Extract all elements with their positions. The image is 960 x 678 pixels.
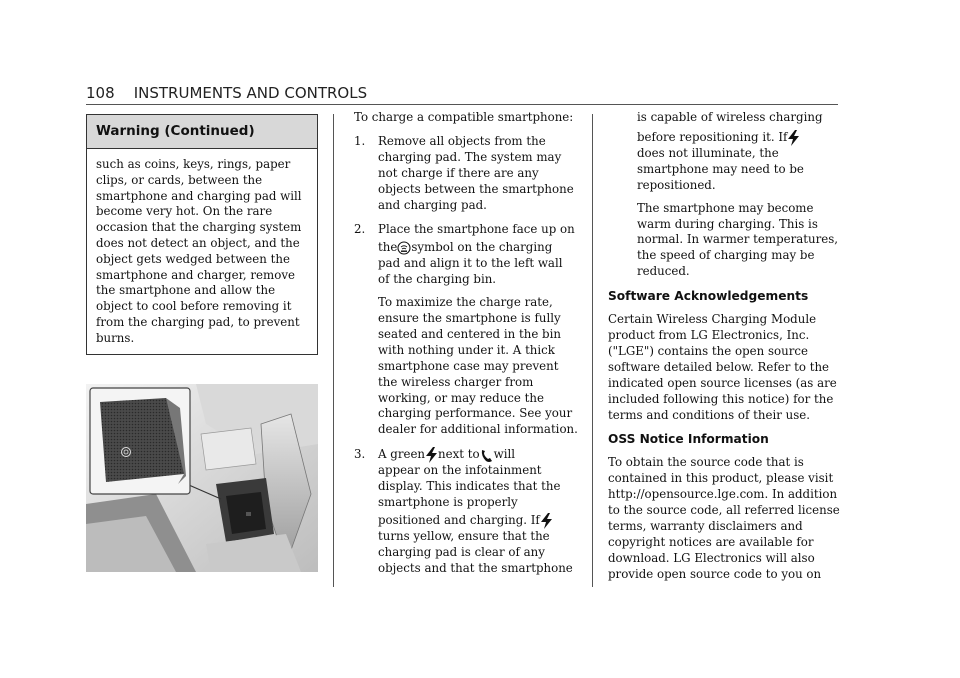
step-line: Remove all objects from the	[378, 133, 546, 148]
step-text: the	[378, 240, 398, 255]
step-line: display. This indicates that the	[378, 479, 561, 494]
step-text: next to	[438, 447, 480, 462]
step-line: smartphone is properly	[378, 495, 518, 510]
step-line: not charge if there are any	[378, 165, 539, 180]
lightning-bolt-icon	[540, 513, 553, 529]
step-line: pad and align it to the left wall	[378, 256, 563, 271]
step-line: charging pad. The system may	[378, 149, 562, 164]
section-title: INSTRUMENTS AND CONTROLS	[133, 84, 368, 102]
step-line: objects between the smartphone	[378, 181, 574, 196]
warning-line: become very hot. On the rare	[96, 204, 273, 219]
para-line: product from LG Electronics, Inc.	[608, 327, 810, 342]
charging-bin-illustration	[86, 384, 318, 572]
cont-line: is capable of wireless charging	[637, 110, 823, 124]
para-line: working, or may reduce the	[378, 390, 544, 405]
software-acknowledgements-heading: Software Acknowledgements	[608, 289, 809, 304]
para-line: The smartphone may become	[637, 200, 814, 215]
software-paragraph	[608, 312, 840, 423]
para-line: warm during charging. This is	[637, 216, 818, 231]
para-line: To maximize the charge rate,	[378, 295, 553, 310]
step-text: will	[493, 447, 516, 462]
para-line: http://opensource.lge.com. In addition	[608, 487, 838, 502]
warning-line: smartphone and charging pad will	[96, 188, 302, 203]
column-rule-left	[333, 114, 334, 587]
lightning-bolt-icon	[787, 130, 800, 146]
wireless-charging-symbol-icon	[397, 241, 411, 255]
warning-line: object to cool before removing it	[96, 299, 292, 314]
step-line	[378, 447, 586, 463]
cont-line: repositioned.	[637, 177, 716, 192]
step-line	[378, 240, 586, 256]
warning-box	[86, 114, 318, 355]
para-line: with nothing under it. A thick	[378, 342, 555, 357]
step-3	[354, 447, 586, 576]
para-line: contained in this product, please visit	[608, 471, 834, 486]
page-number: 108	[86, 84, 115, 102]
step-number: 1.	[354, 133, 366, 148]
para-line: seated and centered in the bin	[378, 326, 561, 341]
column-rule-right	[592, 114, 593, 587]
lightning-bolt-icon	[425, 447, 438, 463]
step-text: A green	[378, 447, 426, 462]
step-line	[378, 513, 586, 529]
step-line: turns yellow, ensure that the	[378, 528, 550, 543]
para-line: to the source code, all referred license	[608, 503, 840, 518]
step-line: Place the smartphone face up on	[378, 222, 575, 237]
step-line: and charging pad.	[378, 197, 487, 212]
header-rule	[86, 104, 838, 105]
cont-line	[637, 130, 840, 146]
cont-text: before repositioning it. If	[637, 129, 788, 144]
step-line: of the charging bin.	[378, 272, 497, 287]
warning-title: Warning (Continued)	[87, 115, 317, 149]
para-line: normal. In warmer temperatures,	[637, 232, 839, 247]
intro-text: To charge a compatible smartphone:	[354, 110, 574, 124]
middle-column	[354, 110, 586, 577]
cont-line: does not illuminate, the	[637, 145, 779, 160]
para-line: download. LG Electronics will also	[608, 550, 815, 565]
warning-line: object gets wedged between the	[96, 251, 290, 266]
warning-line: burns.	[96, 330, 135, 345]
step-number: 2.	[354, 222, 366, 237]
oss-paragraph	[608, 455, 840, 582]
para-line: the speed of charging may be	[637, 248, 815, 263]
warning-line: does not detect an object, and the	[96, 235, 300, 250]
para-line: ("LGE") contains the open source	[608, 343, 808, 358]
para-line: provide open source code to you on	[608, 566, 822, 581]
para-line: dealer for additional information.	[378, 422, 578, 437]
oss-notice-heading: OSS Notice Information	[608, 432, 769, 447]
step-text: symbol on the charging	[411, 240, 553, 255]
warning-line: smartphone and charger, remove	[96, 267, 295, 282]
step-3-continuation	[608, 110, 840, 280]
para-line: smartphone case may prevent	[378, 358, 559, 373]
para-line: Certain Wireless Charging Module	[608, 312, 817, 327]
step-2	[354, 222, 586, 438]
para-line: charging performance. See your	[378, 406, 573, 421]
warning-line: such as coins, keys, rings, paper	[96, 157, 291, 171]
para-line: indicated open source licenses (as are	[608, 375, 837, 390]
step-line: objects and that the smartphone	[378, 560, 573, 575]
step-paragraph	[378, 295, 586, 438]
warning-line: occasion that the charging system	[96, 220, 302, 235]
para-line: the wireless charger from	[378, 374, 534, 389]
para-line: reduced.	[637, 264, 690, 279]
warning-line: from the charging pad, to prevent	[96, 314, 300, 329]
warning-body	[87, 149, 317, 347]
para-line: copyright notices are available for	[608, 534, 814, 549]
step-number: 3.	[354, 447, 366, 462]
warning-line: the smartphone and allow the	[96, 283, 276, 298]
phone-handset-icon	[480, 448, 494, 463]
para-line: ensure the smartphone is fully	[378, 310, 561, 325]
page-header	[86, 84, 367, 102]
cont-paragraph	[637, 201, 840, 281]
para-line: To obtain the source code that is	[608, 455, 804, 470]
para-line: terms, warranty disclaimers and	[608, 518, 803, 533]
step-text: positioned and charging. If	[378, 512, 540, 527]
step-line: charging pad is clear of any	[378, 544, 545, 559]
warning-line: clips, or cards, between the	[96, 172, 263, 187]
step-line: appear on the infotainment	[378, 463, 542, 478]
step-1	[354, 134, 586, 214]
right-column	[608, 110, 840, 583]
para-line: included following this notice) for the	[608, 391, 834, 406]
cont-line: smartphone may need to be	[637, 161, 804, 176]
para-line: software detailed below. Refer to the	[608, 359, 830, 374]
para-line: terms and conditions of their use.	[608, 407, 811, 422]
